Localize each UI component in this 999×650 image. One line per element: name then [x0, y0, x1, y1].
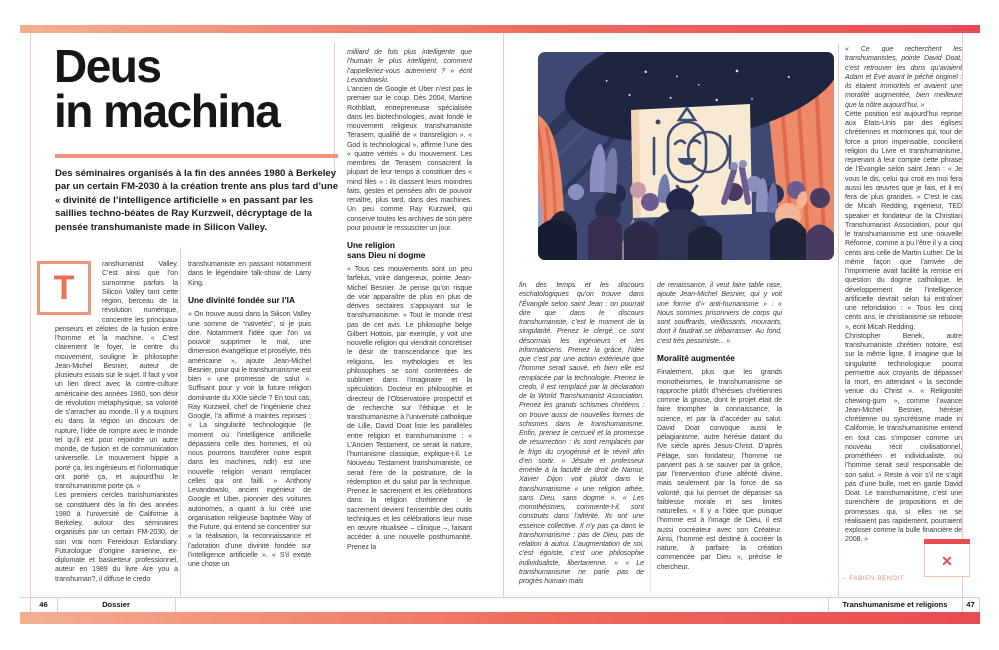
page-fold-line	[503, 33, 504, 597]
footer-tick	[979, 597, 980, 612]
article-title	[54, 40, 354, 137]
article-title-line2: in machina	[54, 85, 280, 137]
right-page-border-line	[962, 33, 963, 597]
section-heading-line2: sans Dieu ni dogme	[347, 249, 426, 260]
bottom-accent-bar	[20, 612, 980, 624]
sidebar-separator-line	[838, 44, 839, 597]
author-byline: – FABIEN BENOIT	[843, 575, 905, 582]
body-paragraph: Finalement, plus que les grands monothéismes, le transhumanisme se rapproche plutôt d’hérésies chrétiennes comme la gnose, dont le projet était de faire triompher la connaissance, la science, et par là d’accéder au salut. David Doat convoque aussi le pélagianisme, autre hérésie datant du IVe siècle après Jésus-Christ. D’après Pélage, son fondateur, l’homme ne parvient pas à se sauver par la grâce, par l’intervention d’une altérité divine, mais seulement par la force de sa volonté, qui lui permet de dépasser sa faiblesse morale et ses limites naturelles. « Il y a l’idée que puisque l’homme est à l’image de Dieu, il est aussi cocréateur avec son Créateur. Ainsi, l’homme est destiné à cocréer la nature, à parfaire la création commencée par Dieu », précise le chercheur.	[657, 368, 782, 571]
dropcap-letter: T	[53, 269, 75, 307]
left-page-column-3	[347, 48, 472, 593]
dropcap-wrap-spacer	[55, 260, 102, 319]
section-heading: Moralité augmentée	[657, 352, 735, 363]
end-of-article-box	[924, 539, 970, 577]
top-accent-bar	[20, 25, 980, 33]
article-title-line1: Deus	[54, 40, 161, 92]
end-box-top-bar	[924, 539, 970, 544]
body-paragraph: de renaissance, il veut faire table rase, ajoute Jean-Michel Besnier, qui y voit une forme d’« anti-humanisme » : « Nous sommes prisonniers de corps qui sont souffrants, vieillissants, mourants, dont il faudrait se débarrasser. Au fond, c’est très pessimiste... »	[657, 281, 782, 345]
left-page-number: 46	[39, 600, 48, 609]
body-paragraph: « On trouve aussi dans la Silicon Valley une somme de “naïvetés”, si je puis dire. Notamment l’idée que l’on va pouvoir supprimer le mal, une dimension évangélique et prosélyte, très américaine », ajoute Jean-Michel Besnier, pour qui le transhumanisme est bien « une promesse de salut ». Suffisant pour y voir la future religion dominante du XXIe siècle ? En tout cas, Ray Kurzweil, chef de l’ingénierie chez Google, l’a affirmé à maintes reprises : « La singularité technologique (le moment où l’intelligence artificielle dépassera celle des hommes, et où nous pourrons transférer notre esprit dans les machines, ndlr) est une nouvelle religion venant remplacer celles qui ont failli. » Anthony Levandowski, ancien ingénieur de Google et Uber, pionnier des voitures autonomes, a quant à lui créé une organisation religieuse baptisée Way of the Future, qui entend se concentrer sur « la réalisation, la reconnaissance et l’adoration d’une divinité fondée sur l’intelligence artificielle ». « S’il existe une chose un	[188, 310, 311, 568]
column-separator-line	[180, 247, 181, 597]
worship-illustration	[538, 52, 834, 260]
body-paragraph: transhumaniste en passant notamment dans le légendaire talk-show de Larry King.	[188, 260, 311, 287]
section-heading-line1: Une religion	[347, 240, 395, 250]
standfirst: Des séminaires organisés à la fin des années 1980 à Berkeley par un certain FM-2030 à la création trente ans plus tard d’une « divinité de l’intelligence artificielle » en passant par les saillies techno-béates de Ray Kurzweil, décryptage de la pensée transhumaniste made in Silicon Valley.	[55, 168, 339, 233]
body-paragraph: L’ancien de Google et Uber n’est pas le premier sur le coup. Dès 2004, Martine Rothblatt, entrepreneuse spécialisée dans les biotechnologies, avait fondé le mouvement religieux transhumaniste Terasem, qualifié de « transreligion ». « God is technological », affirme l’une des « quatre vérités » du mouvement. Les membres de Terasem consacrent la plupart de leur temps à constituer des « mind files » : ils classent leurs moindres faits, gestes et pensées afin de pouvoir renaître, plus tard, dans des machines. Un peu comme Ray Kurzweil, qui conserve toutes les archives de son père pour pouvoir le ressusciter un jour.	[347, 85, 472, 232]
body-paragraph: Les premiers cercles transhumanistes se constituent dès la fin des années 1980 à l’université de Californie à Berkeley, autour des séminaires organisés par un certain FM-2030, de son vrai nom Fereidoun Esfandiary. Futurologue d’origine iranienne, ex-diplomate et basketteur professionnel, auteur en 1989 du livre Are you a transhuman?, il diffuse le credo	[55, 491, 178, 583]
sidebar-column	[845, 45, 962, 593]
sidebar-paragraph: Christopher Benek, autre transhumaniste chrétien notoire, est sur la même ligne. Il imagine que la singularité technologique pourra permettre aux croyants de dépasser la mort, en attendant « la seconde venue du Christ ». « Religiosité chewing-gum », comme l’avance Jean-Michel Besnier, hérésie chrétienne ou syncrétisme made in Californie, le transhumanisme entend en tout cas s’imposer comme un nouveau récit civilisationnel, prométhéen et individualiste, où l’homme serait seul responsable de son salut. « Reste à voir s’il ne s’agit pas d’une bulle, met en garde David Doat. Le transhumanisme, c’est une surenchère de propositions et de promesses qui, si elles ne se réalisaient pas rapidement, pourraient exploser comme la bulle financière de 2008. »	[845, 331, 962, 544]
sidebar-paragraph: « Ce que recherchent les transhumanistes, pointe David Doat, c’est retrouver les dons qu’avaient Adam et Ève avant le péché originel : ils étaient immortels et avaient une moralité augmentée, bien meilleure que la nôtre aujourd’hui. »	[845, 45, 962, 109]
body-paragraph: « Tous ces mouvements sont un peu farfelus, voire dangereux, pointe Jean-Michel Besnier. Je pense qu’on risque de voir apparaître de plus en plus de dérives sectaires s’appuyant sur le transhumanisme. » Tout le monde n’est pas de cet avis. Le philosophe belge Gilbert Hottois, par exemple, y voit une nouvelle religion qui viendrait concrétiser le désir de transcendance que les religions, les mythologies et les philosophies se sont contentées de sublimer dans l’imaginaire et la spéculation. Docteur en philosophie et directeur de l’Observatoire prospectif et de recherche sur l’éthique et le transhumanisme à l’université catholique de Lille, David Doat liste les parallèles entre religion et transhumanisme : « L’Ancien Testament, ce serait la nature, l’humanisme classique, explique-t-il. Le Nouveau Testament transhumaniste, ce serait l’ère de la postnature, de la rédemption et du salut par la technique. Prenez le sacrement et les célébrations dans la religion chrétienne : le sacrement devient l’ensemble des outils techniques et les célébrations leur mise en œuvre ritualisée – clinique –, faisant accéder à une nouvelle posthumanité. Prenez la	[347, 265, 472, 551]
left-page-column-1	[55, 260, 178, 592]
footer-tick	[175, 597, 176, 612]
left-page-column-2	[188, 260, 311, 592]
right-page-column-1	[519, 281, 644, 592]
standfirst-rule	[55, 154, 338, 158]
body-paragraph: milliard de fois plus intelligente que l’humain le plus intelligent, comment l’appelleriez-vous autrement ? » écrit Levandowski.	[347, 48, 472, 84]
body-paragraph: ranshumanist Valley. C’est ainsi que l’on surnomme parfois la Silicon Valley tant cette région, berceau de la révolution numérique, concentre les principaux penseurs et zélotes de la fusion entre l’homme et la machine. « C’est clairement le foyer, le centre du mouvement, souligne le philosophe Jean-Michel Besnier, auteur de plusieurs essais sur le sujet. Il faut y voir un lien direct avec la contre-culture américaine des années 1960, son désir de révolution métaphysique, sa volonté de s’arracher au monde. Il y a toujours eu dans la région un discours de rupture, l’idée de rompre avec le monde tel qu’il est pour rejoindre un autre monde, de fusion et de communication universelle. Le mouvement hippie a porté ça, les ingénieurs et l’informatique ont porté ça, et aujourd’hui le transhumanisme porte ça. »	[55, 260, 178, 490]
right-page-column-2	[657, 281, 782, 592]
column-separator-line	[650, 281, 651, 592]
right-page-number: 47	[966, 600, 975, 609]
left-page-border-line	[30, 33, 31, 597]
body-paragraph: fin des temps et les discours eschatologiques qu’on trouve dans l’Évangile selon saint Jean : on pourrait dire que dans le discours transhumaniste, c’est le moment de la singularité. Prenez le clergé, ce sont désormais les ingénieurs et les informaticiens. Prenez la grâce, l’idée que c’est par une action extérieure que l’homme serait sauvé, eh bien elle est remplacée par la technologie. Prenez le credo, il est remplacé par la déclaration de la World Transhumanist Association. Prenez les grands schismes chrétiens : on trouve aussi de nouvelles formes de schismes dans le transhumanisme. Enfin, prenez le cercueil et la promesse de résurrection : ils sont remplacés par le frigo du cryogénisé et le réveil afin d’en sortir. » Jésuite et professeur émérite à la faculté de droit de Namur, Xavier Dijon voit plutôt dans le transhumanisme « une religion athée, sans Dieu, sans dogme ». « Les monothéismes, commente-t-il, sont construits dans l’altérité. Ils ont une essence collective. Il n’y pas ça dans le transhumanisme : pas de Dieu, pas de relation à autrui. L’augmentation de soi, c’est égoïste, c’est une philosophie individualiste, libertarienne. » « Le transhumanisme ne parle pas de progrès humain mais	[519, 281, 644, 585]
right-section-label: Transhumanisme et religions	[842, 600, 948, 609]
section-heading: Une divinité fondée sur l’IA	[188, 294, 295, 305]
left-section-label: Dossier	[102, 600, 130, 609]
end-of-article-icon: ✕	[941, 553, 953, 569]
sidebar-paragraph: Cette position est aujourd’hui reprise aux États-Unis par des églises chrétiennes et mormones qui, tour de force a priori impensable, concilient religion du Livre et transhumanisme, reprenant à leur compte cette phrase de l’Évangile selon saint Jean : « Je vous le dis, celui qui croit en moi fera aussi les œuvres que je fais, et il en fera de plus grandes. » C’est le cas de Micah Redding, ingénieur, TED speaker et fondateur de la Christian Transhumanist Association, pour qui le transhumanisme est une nouvelle Réforme, comme a pu l’être il y a cinq cents ans celle de Martin Luther. De la même façon que l’arrivée de l’imprimerie avait facilité la remise en question du dogme catholique, le développement de l’intelligence artificielle devrait selon lui entraîner une refondation : « Tous les cinq cents ans, le christianisme se reboote », écrit Micah Redding.	[845, 109, 962, 331]
